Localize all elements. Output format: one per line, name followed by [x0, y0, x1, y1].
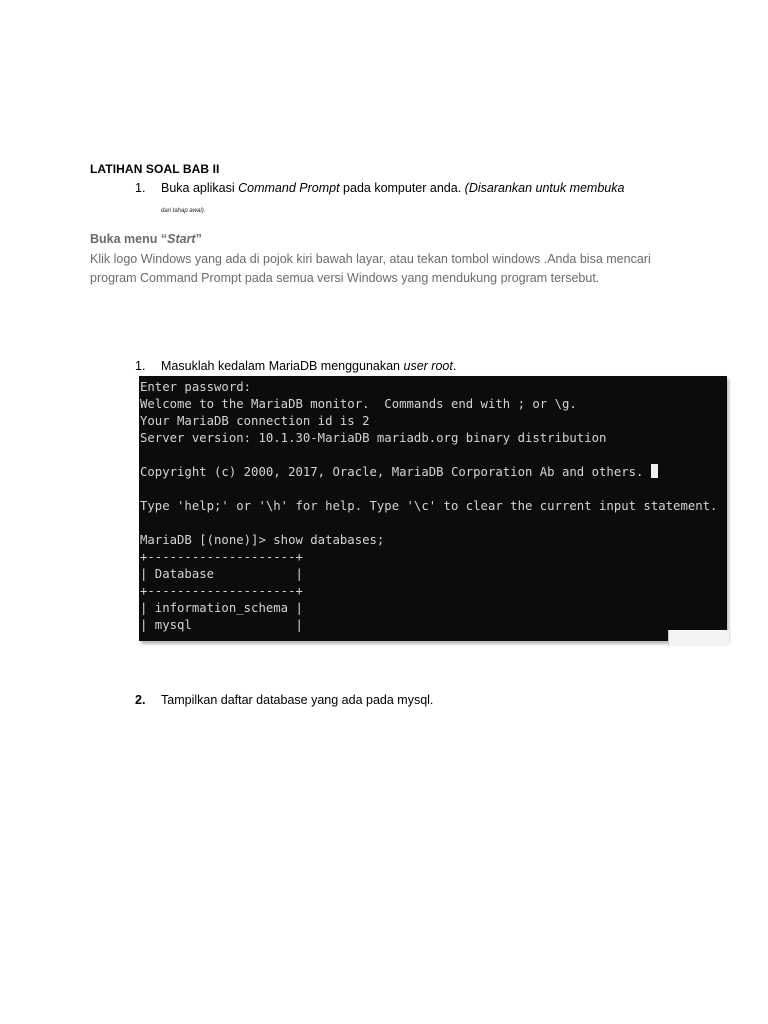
item-text: Tampilkan daftar database yang ada pada mysql.: [161, 693, 434, 707]
heading-text: ”: [195, 232, 202, 246]
item-text-italic: Command Prompt: [238, 181, 340, 195]
terminal-line: Welcome to the MariaDB monitor. Commands end with ; or \g.: [140, 397, 577, 411]
terminal-line: Your MariaDB connection id is 2: [140, 414, 370, 428]
terminal-line: Server version: 10.1.30-MariaDB mariadb.org binary distribution: [140, 431, 607, 445]
heading-text: Buka menu “: [90, 232, 168, 246]
terminal-output: [139, 376, 727, 634]
terminal-line: | mysql |: [140, 618, 303, 632]
terminal-scrollbar-area: [668, 630, 729, 646]
section-heading: [90, 232, 202, 246]
page-title: LATIHAN SOAL BAB II: [90, 162, 220, 176]
terminal-line: Copyright (c) 2000, 2017, Oracle, MariaDB Corporation Ab and others.: [140, 465, 651, 479]
instruction-item-3: [135, 693, 433, 707]
terminal-line: Type 'help;' or '\h' for help. Type '\c' to clear the current input statement.: [140, 499, 718, 513]
terminal-screenshot: [139, 376, 727, 641]
terminal-line: MariaDB [(none)]> show databases;: [140, 533, 385, 547]
terminal-line: | information_schema |: [140, 601, 303, 615]
item-text: Masuklah kedalam MariaDB menggunakan: [161, 359, 404, 373]
item-text: pada komputer anda.: [339, 181, 465, 195]
item-number: 2.: [135, 693, 146, 707]
terminal-line: +--------------------+: [140, 550, 303, 564]
item-text-italic: user root: [403, 359, 453, 373]
section-body: Klik logo Windows yang ada di pojok kiri bawah layar, atau tekan tombol windows .Anda bisa mencari program Command Prompt pada semua versi Windows yang mendukung program tersebut.: [90, 252, 651, 285]
heading-text-italic: Start: [167, 232, 196, 246]
item-number: 1.: [135, 359, 146, 373]
item-note-small: dari tahap awal).: [161, 208, 206, 214]
item-number: 1.: [135, 181, 146, 195]
item-note-italic: (Disarankan untuk membuka: [464, 181, 625, 195]
terminal-line: Enter password:: [140, 380, 252, 394]
terminal-cursor: [651, 464, 658, 478]
instruction-item-1: [135, 181, 624, 195]
terminal-line: | Database |: [140, 567, 303, 581]
item-text: .: [452, 359, 457, 373]
terminal-line: +--------------------+: [140, 584, 303, 598]
item-text: Buka aplikasi: [161, 181, 239, 195]
instruction-item-2: [135, 359, 456, 373]
